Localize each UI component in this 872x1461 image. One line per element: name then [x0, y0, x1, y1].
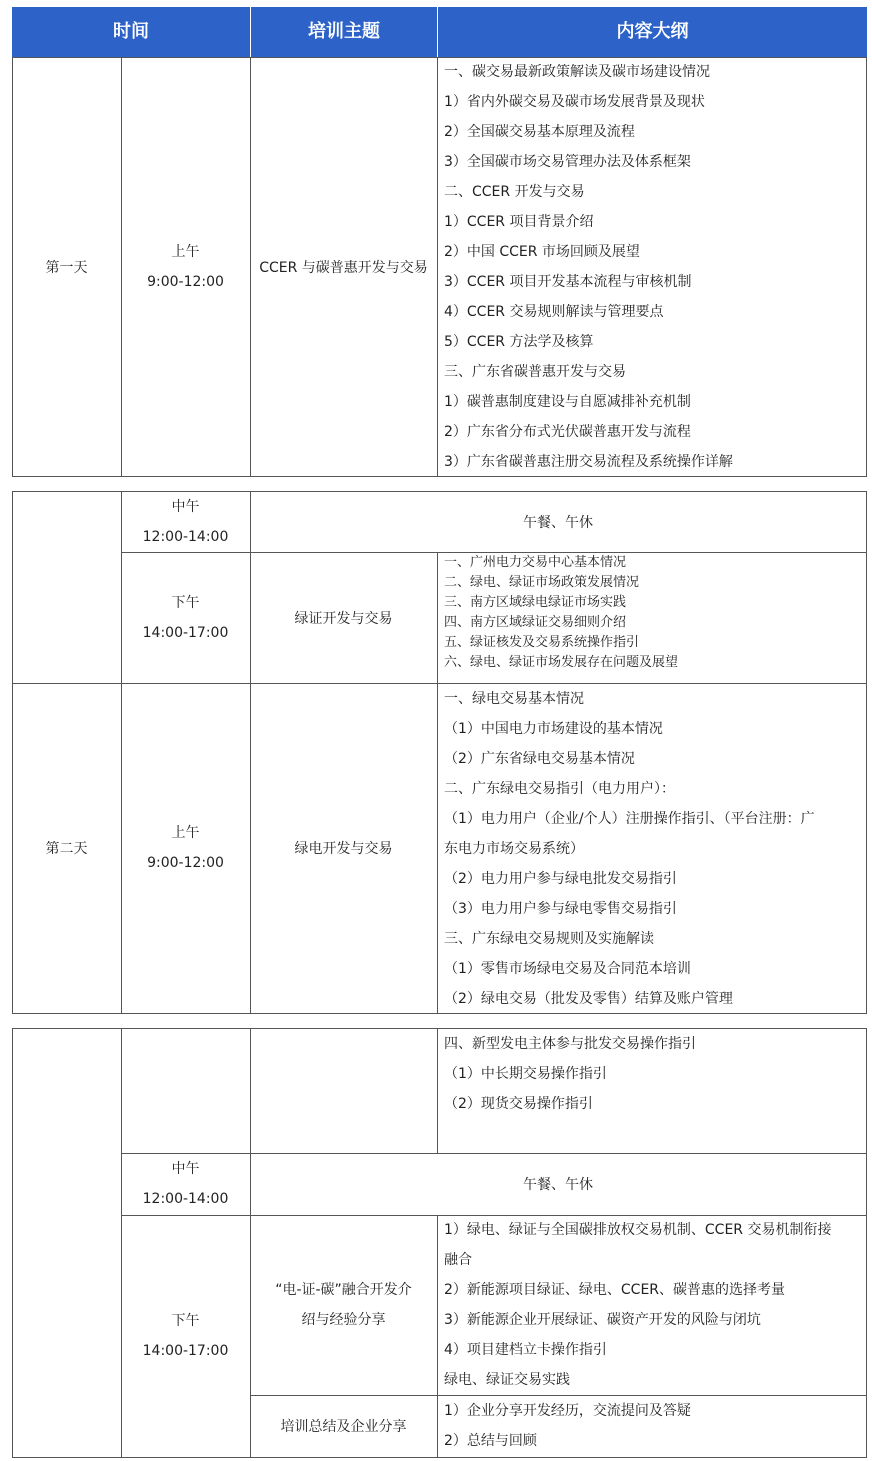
period-label: 下午	[171, 1313, 200, 1329]
hours-label: 9:00-12:00	[147, 855, 224, 871]
outline-item: 绿电、绿证交易实践	[444, 1372, 570, 1388]
outline-item: 2）广东省分布式光伏碳普惠开发与流程	[444, 424, 691, 440]
outline-item: 一、广州电力交易中心基本情况	[444, 555, 627, 570]
outline-item: 1）碳普惠制度建设与自愿减排补充机制	[444, 394, 691, 410]
outline-item: （2）绿电交易（批发及零售）结算及账户管理	[444, 991, 733, 1007]
outline-item: 3）全国碳市场交易管理办法及体系框架	[444, 154, 691, 170]
outline-item: 2）总结与回顾	[444, 1433, 537, 1449]
hours-label: 9:00-12:00	[147, 274, 224, 290]
time-cell	[121, 552, 250, 683]
outline-item: 二、广东绿电交易指引（电力用户）：	[444, 781, 675, 797]
period-label: 上午	[171, 825, 200, 841]
outline-item: 2）中国 CCER 市场回顾及展望	[444, 244, 640, 260]
outline-item: 东电力市场交易系统）	[444, 841, 584, 857]
outline-item: 1）企业分享开发经历，交流提问及答疑	[444, 1403, 691, 1419]
outline-item: （2）电力用户参与绿电批发交易指引	[444, 871, 677, 887]
header-topic: 培训主题	[308, 21, 380, 42]
day-label: 第一天	[45, 260, 88, 276]
outline-item: 三、南方区域绿电绿证市场实践	[444, 595, 627, 610]
outline-item: 三、广东省碳普惠开发与交易	[444, 364, 626, 380]
outline-item: 二、CCER 开发与交易	[444, 184, 585, 200]
outline-item: 4）项目建档立卡操作指引	[444, 1342, 607, 1358]
outline-item: 四、南方区域绿证交易细则介绍	[444, 615, 627, 630]
topic-cell: 绿证开发与交易	[294, 610, 393, 627]
period-label: 上午	[171, 244, 200, 260]
period-label: 下午	[171, 594, 200, 611]
hours-label: 14:00-17:00	[142, 1343, 229, 1359]
outline-list	[444, 553, 864, 673]
hours-label: 12:00-14:00	[142, 528, 229, 545]
topic-cell: 培训总结及企业分享	[280, 1419, 407, 1435]
outline-item: 1）绿电、绿证与全国碳排放权交易机制、CCER 交易机制衔接	[444, 1222, 832, 1238]
outline-item: 1）CCER 项目背景介绍	[444, 214, 594, 230]
outline-list	[444, 684, 864, 1014]
outline-item: （2）广东省绿电交易基本情况	[444, 751, 635, 767]
outline-list	[444, 1215, 864, 1395]
outline-item: 1）省内外碳交易及碳市场发展背景及现状	[444, 94, 705, 110]
outline-list	[444, 1396, 864, 1456]
table-header	[12, 7, 867, 57]
outline-item: 5）CCER 方法学及核算	[444, 334, 594, 350]
topic-cell: CCER 与碳普惠开发与交易	[259, 260, 428, 276]
outline-item: （2）现货交易操作指引	[444, 1096, 593, 1112]
outline-list	[444, 1029, 864, 1119]
lunch-cell: 午餐、午休	[523, 1177, 593, 1193]
topic-line: 绍与经验分享	[301, 1312, 386, 1328]
time-cell	[121, 491, 250, 552]
outline-item: 四、新型发电主体参与批发交易操作指引	[444, 1036, 696, 1052]
outline-item: 五、绿证核发及交易系统操作指引	[444, 635, 640, 650]
outline-item: 3）CCER 项目开发基本流程与审核机制	[444, 274, 692, 290]
outline-item: （1）中国电力市场建设的基本情况	[444, 721, 663, 737]
outline-item: 3）广东省碳普惠注册交易流程及系统操作详解	[444, 454, 733, 470]
header-outline: 内容大纲	[616, 21, 689, 42]
time-cell	[121, 57, 250, 477]
time-cell	[121, 1153, 250, 1215]
hours-label: 12:00-14:00	[142, 1191, 229, 1207]
period-label: 中午	[171, 1161, 200, 1177]
time-cell	[121, 1215, 250, 1457]
outline-item: 4）CCER 交易规则解读与管理要点	[444, 304, 664, 320]
header-time: 时间	[113, 21, 149, 42]
outline-list	[444, 57, 864, 477]
outline-item: 2）全国碳交易基本原理及流程	[444, 124, 635, 140]
outline-item: （3）电力用户参与绿电零售交易指引	[444, 901, 677, 917]
topic-cell	[250, 1215, 437, 1395]
outline-item: 2）新能源项目绿证、绿电、CCER、碳普惠的选择考量	[444, 1282, 786, 1298]
time-cell	[121, 683, 250, 1013]
day-label: 第二天	[45, 841, 88, 857]
outline-item: 六、绿电、绿证市场发展存在问题及展望	[444, 655, 679, 670]
outline-item: 二、绿电、绿证市场政策发展情况	[444, 575, 640, 590]
lunch-cell: 午餐、午休	[523, 514, 593, 531]
outline-item: 三、广东绿电交易规则及实施解读	[444, 931, 654, 947]
topic-line: “电-证-碳”融合开发介	[275, 1282, 412, 1298]
outline-item: （1）电力用户（企业/个人）注册操作指引、（平台注册：广	[444, 811, 815, 827]
outline-item: 融合	[444, 1252, 472, 1268]
outline-item: 3）新能源企业开展绿证、碳资产开发的风险与闭坑	[444, 1312, 761, 1328]
period-label: 中午	[171, 498, 200, 515]
outline-item: （1）中长期交易操作指引	[444, 1066, 607, 1082]
outline-item: 一、碳交易最新政策解读及碳市场建设情况	[444, 64, 710, 80]
outline-item: （1）零售市场绿电交易及合同范本培训	[444, 961, 691, 977]
hours-label: 14:00-17:00	[142, 624, 229, 641]
topic-cell: 绿电开发与交易	[294, 841, 393, 857]
outline-item: 一、绿电交易基本情况	[444, 691, 584, 707]
